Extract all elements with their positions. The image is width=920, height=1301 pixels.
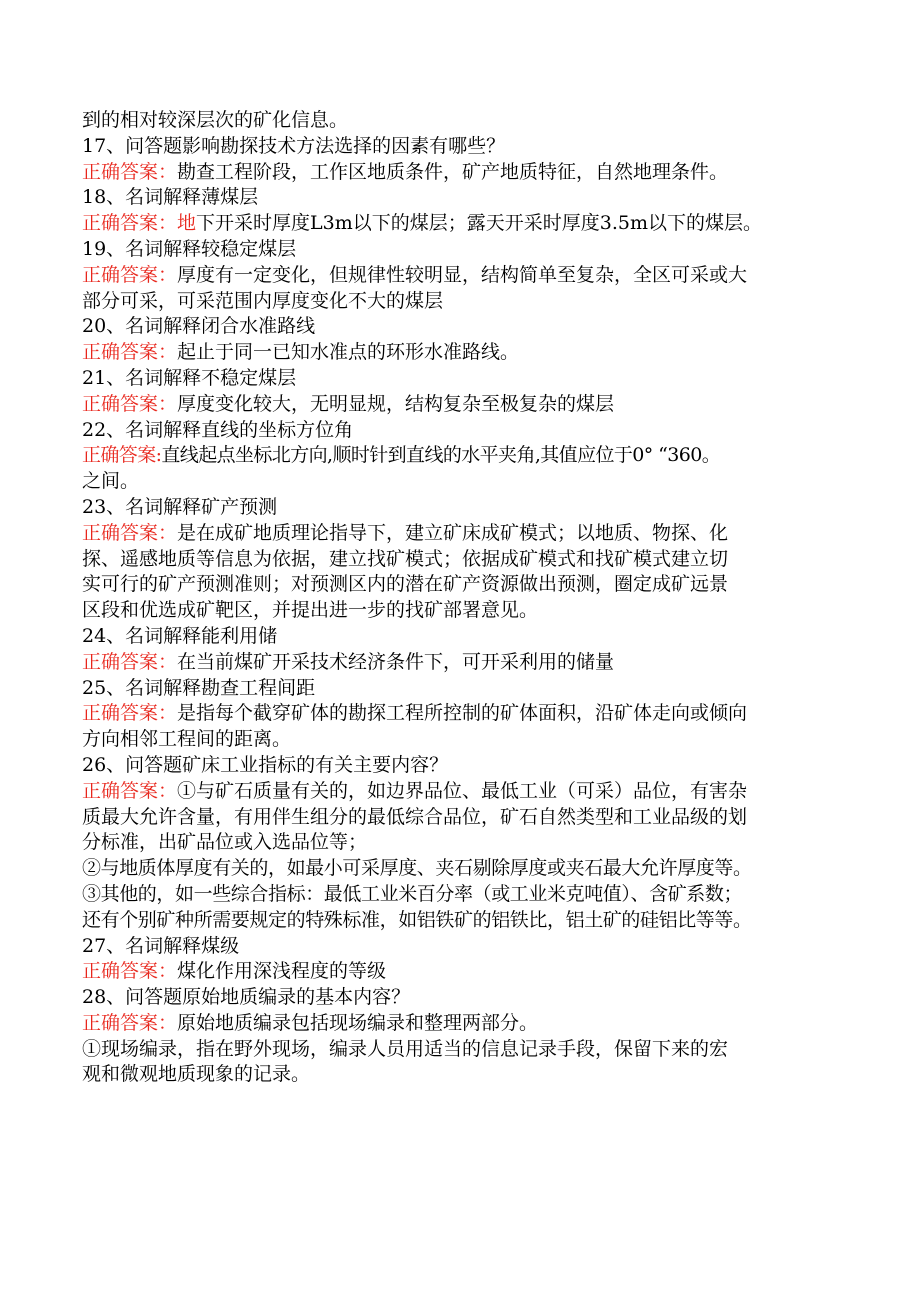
line-text: 到的相对较深层次的矿化信息。: [82, 109, 349, 131]
question-line: [82, 185, 842, 211]
question-text: 25、名词解释勘查工程间距: [82, 676, 316, 699]
answer-label: 正确答案：: [82, 960, 178, 983]
text-line: [82, 830, 842, 856]
question-text: 22、名词解释直线的坐标方位角: [82, 418, 354, 441]
question-line: [82, 495, 842, 521]
question-line: [82, 237, 842, 263]
answer-label: 正确答案：: [82, 160, 178, 183]
line-text: 探、遥感地质等信息为依据，建立找矿模式；依据成矿模式和找矿模式建立切: [82, 547, 729, 570]
text-line: [82, 805, 842, 831]
text-line: [82, 469, 842, 495]
question-line: [82, 934, 842, 960]
question-text: 21、名词解释不稳定煤层: [82, 366, 297, 389]
answer-label: 正确答案：: [82, 650, 178, 673]
text-line: [82, 727, 842, 753]
line-text: ②与地质体厚度有关的，如最小可采厚度、夹石剔除厚度或夹石最大允许厚度等。: [82, 857, 752, 880]
question-text: 26、问答题矿床工业指标的有关主要内容？: [82, 753, 449, 776]
line-text: 观和微观地质现象的记录。: [82, 1063, 311, 1086]
answer-text: ①与矿石质量有关的，如边界品位、最低工业（可采）品位，有害杂: [177, 779, 748, 802]
answer-label: 正确答案：: [82, 1011, 178, 1034]
question-line: [82, 418, 842, 444]
question-text: 20、名词解释闭合水准路线: [82, 315, 316, 338]
question-line: [82, 366, 842, 392]
answer-line: [82, 650, 842, 676]
answer-line: [82, 443, 842, 469]
line-text: 实可行的矿产预测准则；对预测区内的潜在矿产资源做出预测，圈定成矿远景: [82, 573, 729, 596]
text-line: [82, 882, 842, 908]
answer-line: [82, 263, 842, 289]
document-page: [82, 108, 842, 1088]
question-line: [82, 753, 842, 779]
text-line: [82, 856, 842, 882]
question-line: [82, 676, 842, 702]
question-text: 18、名词解释薄煤层: [82, 186, 259, 209]
text-line: [82, 108, 842, 134]
answer-label: 正确答案：: [82, 521, 178, 544]
text-line: [82, 1062, 842, 1088]
answer-line: [82, 211, 842, 237]
answer-line: [82, 959, 842, 985]
line-text: 之间。: [82, 470, 140, 493]
answer-line: [82, 701, 842, 727]
text-line: [82, 908, 842, 934]
line-text: 部分可采，可采范围内厚度变化不大的煤层: [82, 289, 444, 312]
answer-label: 正确答案：: [82, 702, 178, 725]
question-text: 28、问答题原始地质编录的基本内容？: [82, 986, 411, 1009]
question-text: 24、名词解释能利用储: [82, 624, 278, 647]
answer-label: 正确答案：: [82, 341, 178, 364]
text-line: [82, 547, 842, 573]
answer-text: 是指每个截穿矿体的勘探工程所控制的矿体面积，沿矿体走向或倾向: [177, 702, 748, 725]
answer-label: 正确答案：: [82, 779, 178, 802]
line-text: 还有个别矿种所需要规定的特殊标准，如铝铁矿的铝铁比，铝土矿的硅铝比等等。: [82, 908, 752, 931]
answer-text: 直线起点坐标北方向,顺时针到直线的水平夹角,其值应位于0° “360。: [161, 444, 721, 467]
answer-text: 在当前煤矿开采技术经济条件下，可开采利用的储量: [177, 650, 615, 673]
line-text: 质最大允许含量，有用伴生组分的最低综合品位，矿石自然类型和工业品级的划: [82, 805, 748, 828]
answer-label: 正确答案：: [82, 263, 178, 286]
line-text: ③其他的，如一些综合指标：最低工业米百分率（或工业米克吨值）、含矿系数；: [82, 882, 743, 905]
answer-label: 正确答案：地: [82, 212, 197, 235]
answer-line: [82, 160, 842, 186]
answer-text: 是在成矿地质理论指导下，建立矿床成矿模式；以地质、物探、化: [177, 521, 729, 544]
question-line: [82, 134, 842, 160]
line-text: 分标准，出矿品位或入选品位等；: [82, 831, 368, 854]
answer-line: [82, 340, 842, 366]
text-line: [82, 1037, 842, 1063]
answer-line: [82, 521, 842, 547]
answer-text: 勘查工程阶段，工作区地质条件，矿产地质特征，自然地理条件。: [177, 160, 729, 183]
text-line: [82, 289, 842, 315]
answer-text: 起止于同一已知水准点的环形水准路线。: [177, 341, 520, 364]
text-line: [82, 572, 842, 598]
question-text: 17、问答题影响勘探技术方法选择的因素有哪些？: [82, 134, 506, 157]
question-text: 19、名词解释较稳定煤层: [82, 237, 297, 260]
answer-text: 下开采时厚度L3m以下的煤层；露天开采时厚度3.5m以下的煤层。: [196, 212, 762, 235]
question-line: [82, 624, 842, 650]
line-text: 区段和优选成矿靶区，并提出进一步的找矿部署意见。: [82, 599, 539, 622]
question-line: [82, 985, 842, 1011]
line-text: ①现场编录，指在野外现场，编录人员用适当的信息记录手段，保留下来的宏: [82, 1037, 729, 1060]
line-text: 方向相邻工程间的距离。: [82, 728, 292, 751]
answer-line: [82, 392, 842, 418]
text-line: [82, 598, 842, 624]
answer-text: 厚度有一定变化，但规律性较明显，结构简单至复杂，全区可采或大: [177, 263, 748, 286]
answer-text: 厚度变化较大，无明显规，结构复杂至极复杂的煤层: [177, 392, 615, 415]
question-line: [82, 314, 842, 340]
answer-text: 原始地质编录包括现场编录和整理两部分。: [177, 1011, 539, 1034]
question-text: 23、名词解释矿产预测: [82, 495, 278, 518]
answer-label: 正确答案:: [82, 444, 162, 467]
answer-line: [82, 779, 842, 805]
question-text: 27、名词解释煤级: [82, 934, 240, 957]
answer-label: 正确答案：: [82, 392, 178, 415]
answer-text: 煤化作用深浅程度的等级: [177, 960, 387, 983]
answer-line: [82, 1011, 842, 1037]
